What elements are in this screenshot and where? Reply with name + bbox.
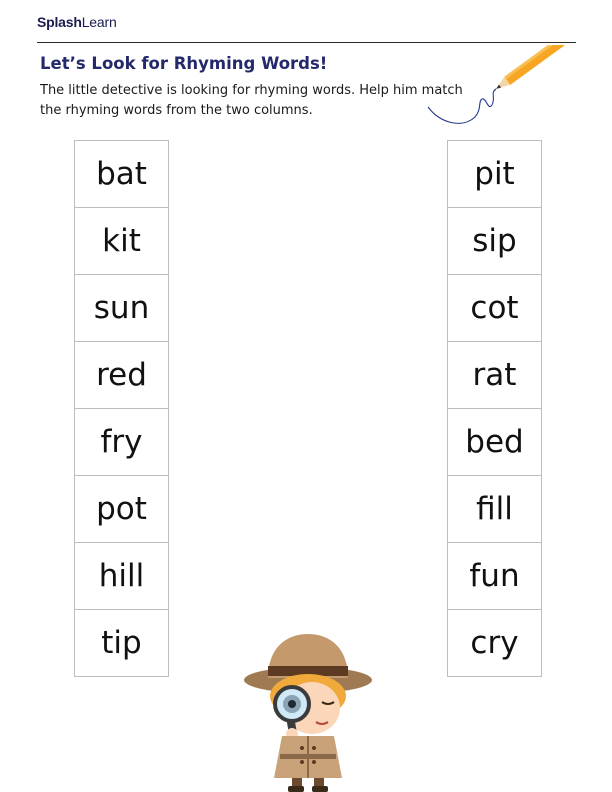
left-word-cell: pot bbox=[75, 476, 168, 543]
right-word-column bbox=[447, 140, 542, 677]
left-word-cell: tip bbox=[75, 610, 168, 677]
worksheet-title: Let’s Look for Rhyming Words! bbox=[40, 54, 328, 73]
right-word-cell: fill bbox=[448, 476, 541, 543]
right-word-cell: bed bbox=[448, 409, 541, 476]
right-word-cell: cot bbox=[448, 275, 541, 342]
left-word-cell: red bbox=[75, 342, 168, 409]
header-divider bbox=[37, 42, 576, 43]
logo-text-bold: Splash bbox=[37, 14, 82, 30]
worksheet-instructions: The little detective is looking for rhyming words. Help him match the rhyming words from the two columns. bbox=[40, 83, 463, 118]
right-word-cell: pit bbox=[448, 141, 541, 208]
right-word-cell: fun bbox=[448, 543, 541, 610]
left-word-column bbox=[74, 140, 169, 677]
left-word-cell: hill bbox=[75, 543, 168, 610]
right-word-cell: rat bbox=[448, 342, 541, 409]
left-word-cell: kit bbox=[75, 208, 168, 275]
left-word-cell: bat bbox=[75, 141, 168, 208]
splashlearn-logo bbox=[37, 14, 117, 30]
right-word-cell: cry bbox=[448, 610, 541, 677]
detective-illustration bbox=[238, 628, 378, 792]
left-word-cell: sun bbox=[75, 275, 168, 342]
right-word-cell: sip bbox=[448, 208, 541, 275]
logo-text-regular: Learn bbox=[81, 14, 117, 30]
left-word-cell: fry bbox=[75, 409, 168, 476]
pencil-icon bbox=[420, 45, 585, 140]
